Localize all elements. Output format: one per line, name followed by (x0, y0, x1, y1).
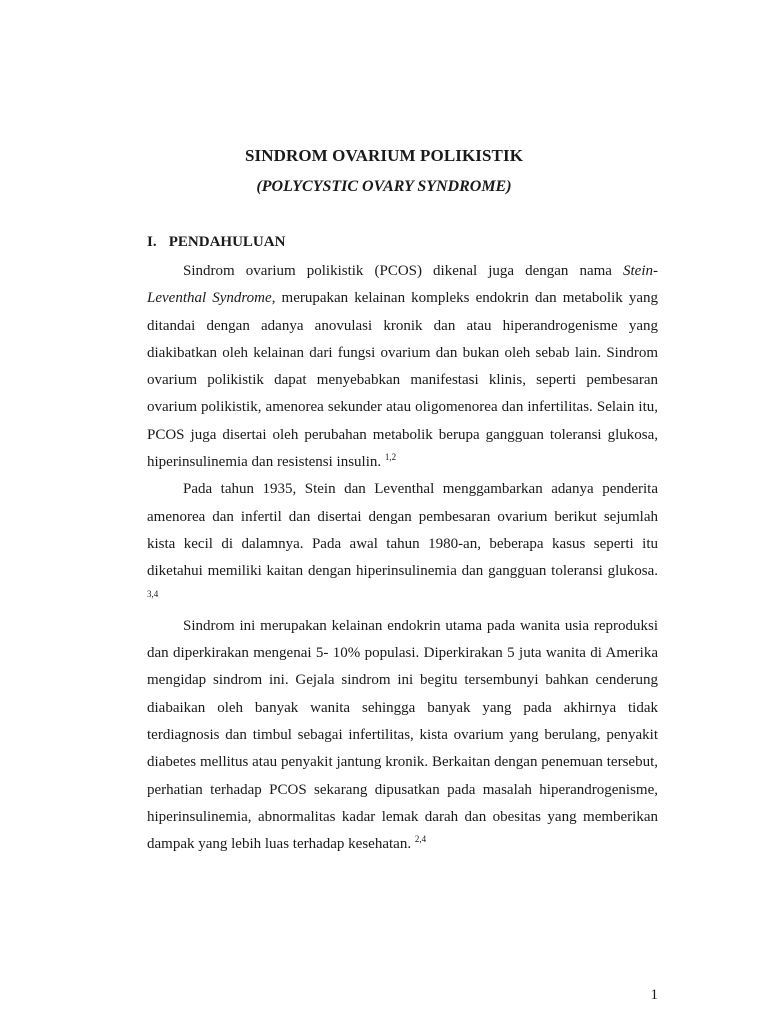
paragraph-3-reference: 2,4 (414, 834, 427, 845)
paragraph-1-reference: 1,2 (384, 452, 397, 463)
paragraph-2-reference: 3,4 (147, 588, 159, 599)
paragraph-1-text-b: , merupakan kelainan kompleks endokrin dan metabolik yang ditandai dengan adanya anovulasi kronik dan atau hiperandrogenisme yang diakibatkan oleh kelainan dari fungsi ovarium dan bukan oleh sebab lain. Sindrom ovarium polikistik dapat menyebabkan manifestasi klinis, seperti pembesaran ovarium polikistik, amenorea sekunder atau oligomenorea dan infertilitas. Selain itu, PCOS juga disertai oleh perubahan metabolik berupa gangguan toleransi glukosa, hiperinsulinemia dan resistensi insulin. (147, 290, 658, 471)
paragraph-1 (147, 258, 658, 476)
document-title: SINDROM OVARIUM POLIKISTIK (244, 146, 524, 165)
section-number: I. (147, 234, 157, 250)
section-heading (147, 234, 285, 251)
body-text (147, 258, 658, 859)
paragraph-3-text: Sindrom ini merupakan kelainan endokrin utama pada wanita usia reproduksi dan diperkirakan mengenai 5- 10% populasi. Diperkirakan 5 juta wanita di Amerika mengidap sindrom ini. Gejala sindrom ini begitu tersembunyi bahkan cenderung diabaikan oleh banyak wanita sehingga banyak yang pada akhirnya tidak terdiagnosis dan timbul sebagai infertilitas, kista ovarium yang berulang, penyakit diabetes mellitus atau penyakit jantung kronik. Berkaitan dengan penemuan tersebut, perhatian terhadap PCOS sekarang dipusatkan pada masalah hiperandrogenisme, hiperinsulinemia, abnormalitas kadar lemak darah dan obesitas yang memberikan dampak yang lebih luas terhadap kesehatan. (147, 617, 658, 853)
paragraph-1-text-a: Sindrom ovarium polikistik (PCOS) dikenal juga dengan nama (183, 263, 623, 279)
section-heading-label: PENDAHULUAN (168, 234, 286, 250)
paragraph-2-text: Pada tahun 1935, Stein dan Leventhal menggambarkan adanya penderita amenorea dan infertil dan disertai dengan pembesaran ovarium berikut sejumlah kista kecil di dalamnya. Pada awal tahun 1980-an, beberapa kasus seperti itu diketahui memiliki kaitan dengan hiperinsulinemia dan gangguan toleransi glukosa. (147, 481, 658, 580)
page-number: 1 (650, 987, 658, 1003)
document-subtitle: (POLYCYSTIC OVARY SYNDROME) (256, 178, 512, 195)
paragraph-1-italic-term: Stein-Leventhal Syndrome (147, 263, 658, 307)
paragraph-2 (147, 476, 658, 612)
paragraph-3 (147, 613, 658, 859)
